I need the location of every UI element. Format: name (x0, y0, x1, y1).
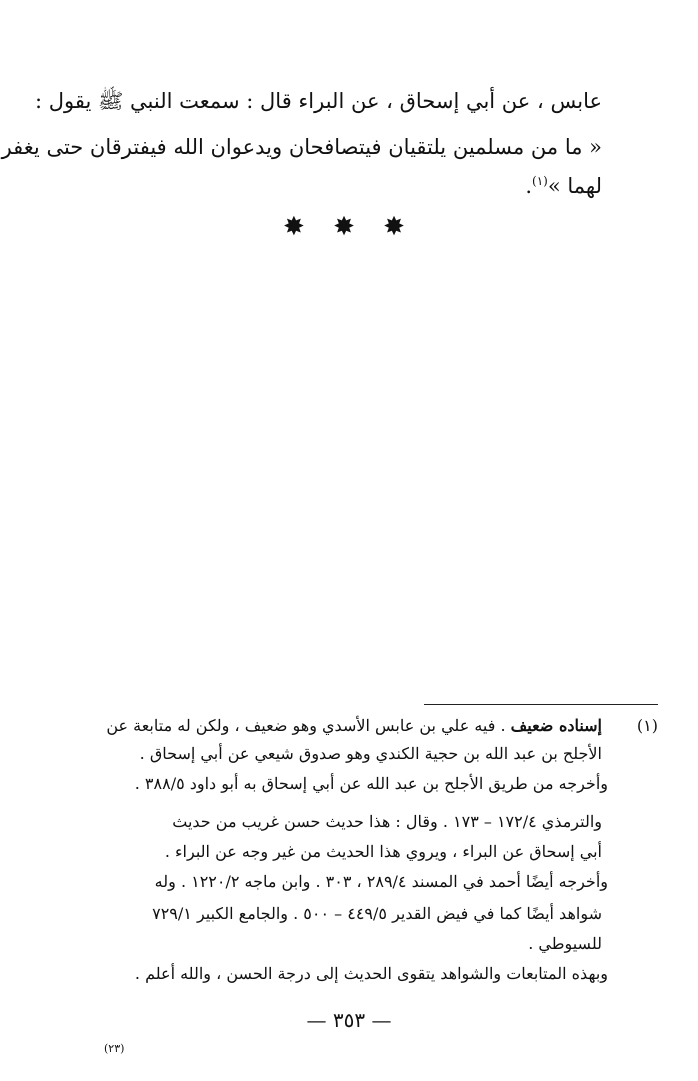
main-text-line-3-end: . (525, 174, 533, 198)
footnote-line-8: للسيوطي . (528, 934, 602, 953)
footnote-reference: (١) (532, 174, 548, 188)
footnote-line-2: الأجلح بن عبد الله بن حجية الكندي وهو صدوق شيعي عن أبي إسحاق . (139, 744, 602, 763)
footnote-line-1-text: . فيه علي بن عابس الأسدي وهو ضعيف ، ولكن له متابعة عن (106, 716, 511, 735)
main-text-line-1: عابس ، عن أبي إسحاق ، عن البراء قال : سمعت النبي ﷺ يقول : (35, 89, 602, 113)
footnote-line-7: شواهد أيضًا كما في فيض القدير ٤٤٩/٥ – ٥٠٠ . والجامع الكبير ٧٢٩/١ (152, 904, 602, 923)
section-separator: ✸ ✸ ✸ (283, 212, 415, 242)
footnote-verdict: إسناده ضعيف (510, 716, 602, 735)
footnote-line-5: أبي إسحاق عن البراء ، ويروي هذا الحديث من غير وجه عن البراء . (164, 842, 602, 861)
signature-mark: (٢٣) (104, 1042, 125, 1055)
main-text-line-3 (90, 166, 602, 201)
footnote-line-9: وبهذه المتابعات والشواهد يتقوى الحديث إلى درجة الحسن ، والله أعلم . (134, 964, 608, 983)
footnote-line-6: وأخرجه أيضًا أحمد في المسند ٢٨٩/٤ ، ٣٠٣ . وابن ماجه ١٢٢٠/٢ . وله (154, 872, 608, 891)
footnote-line-3: وأخرجه من طريق الأجلح بن عبد الله عن أبي إسحاق به أبو داود ٣٨٨/٥ . (134, 774, 608, 793)
main-text-line-2: « ما من مسلمين يلتقيان فيتصافحان ويدعوان الله فيفترقان حتى يغفر (1, 135, 602, 159)
main-text-line-3-text: لهما » (547, 174, 602, 198)
footnote-divider (424, 704, 658, 705)
footnote-line-4: والترمذي ١٧٢/٤ – ١٧٣ . وقال : هذا حديث حسن غريب من حديث (172, 812, 602, 831)
footnote-line-1 (90, 712, 602, 740)
page-number: — ٣٥٣ — (306, 1008, 392, 1032)
footnote-number: (١) (636, 716, 658, 735)
